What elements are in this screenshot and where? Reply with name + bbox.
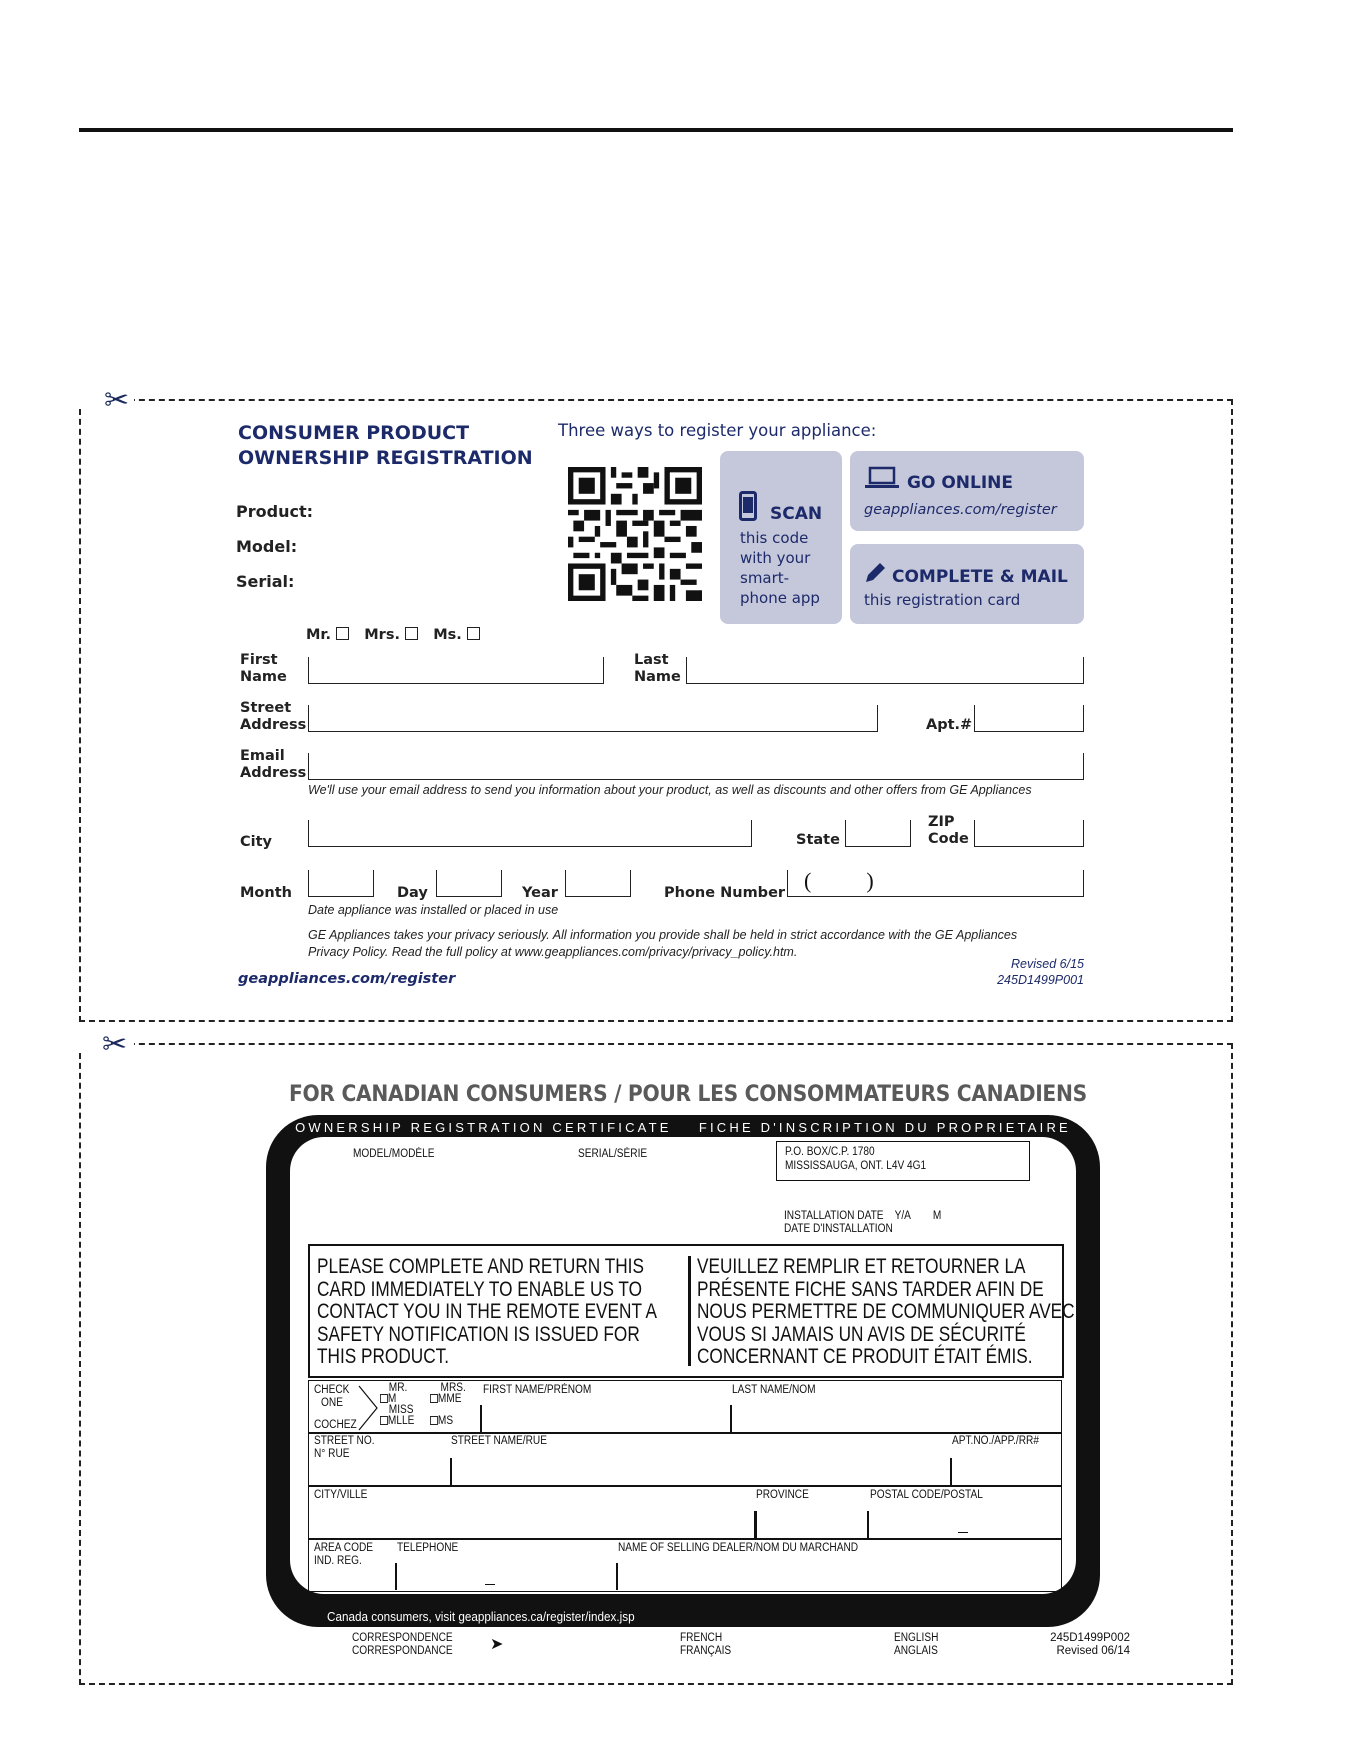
complete-mail-title: COMPLETE & MAIL xyxy=(892,567,1068,587)
laptop-icon xyxy=(865,466,899,490)
privacy-notice: GE Appliances takes your privacy seriously. All information you provide shall be held in strict accordance with the GE Appliances Privacy Policy. Read the full policy at www.geappliances.com/privacy/privacy_policy.htm. xyxy=(308,928,1018,959)
phone-number-field[interactable] xyxy=(787,870,1084,897)
scan-title: SCAN xyxy=(770,504,823,524)
row-divider xyxy=(308,1538,1062,1540)
certificate-band: OWNERSHIP REGISTRATION CERTIFICATE FICHE D'INSCRIPTION DU PROPRIETAIRE xyxy=(295,1120,1071,1135)
pencil-icon xyxy=(864,560,888,584)
model-label: Model: xyxy=(236,537,298,556)
col-divider xyxy=(395,1563,397,1590)
salutation-row xyxy=(306,627,480,644)
phone-number-label: Phone Number xyxy=(664,885,786,901)
po-box-address: P.O. BOX/C.P. 1780 MISSISSAUGA, ONT. L4V 4G1 xyxy=(776,1141,1030,1181)
col-divider xyxy=(616,1563,618,1590)
model-label: MODEL/MODÉLE xyxy=(353,1148,435,1160)
scissors-icon: ✂ xyxy=(102,1028,128,1061)
ms-label: Ms. xyxy=(433,627,462,643)
month-label: Month xyxy=(240,885,292,901)
product-label: Product: xyxy=(236,502,313,521)
scissors-icon: ✂ xyxy=(104,384,130,417)
top-rule xyxy=(79,128,1233,132)
last-name-label: LAST NAME/NOM xyxy=(732,1384,816,1396)
day-field[interactable] xyxy=(436,870,502,897)
complete-mail-panel xyxy=(850,544,1084,624)
scan-text: this code with your smart- phone app xyxy=(740,529,820,607)
mrs-label: Mrs. xyxy=(364,627,400,643)
state-label: State xyxy=(796,832,840,848)
last-name-field[interactable] xyxy=(686,657,1084,684)
row-divider xyxy=(308,1432,1062,1434)
apt-label: Apt.# xyxy=(926,717,973,733)
col-divider xyxy=(480,1405,482,1432)
telephone-tick xyxy=(485,1584,495,1585)
complete-mail-text: this registration card xyxy=(864,591,1021,609)
correspondence-label: CORRESPONDENCE CORRESPONDANCE xyxy=(352,1632,453,1657)
serial-label: SERIAL/SÉRIE xyxy=(578,1148,648,1160)
go-online-panel[interactable] xyxy=(850,451,1084,531)
canadian-consumers-heading: FOR CANADIAN CONSUMERS / POUR LES CONSOMMATEURS CANADIENS xyxy=(289,1081,1087,1107)
apt-field[interactable] xyxy=(974,705,1084,732)
city-field[interactable] xyxy=(308,820,752,847)
col-divider xyxy=(730,1405,732,1432)
scan-panel xyxy=(720,451,842,624)
go-online-url[interactable]: geappliances.com/register xyxy=(864,502,1057,518)
city-label: City xyxy=(240,834,272,850)
check-one-label: CHECK ONE xyxy=(314,1384,350,1409)
installation-date-label: INSTALLATION DATE Y/A M DATE D'INSTALLATION xyxy=(784,1210,942,1235)
email-address-field[interactable] xyxy=(308,753,1084,780)
col-divider xyxy=(450,1458,452,1485)
area-code-label: AREA CODE IND. REG. xyxy=(314,1542,374,1567)
mr-option[interactable]: MR. M MISS MLLE xyxy=(380,1383,414,1427)
qr-code[interactable] xyxy=(568,464,702,604)
canada-register-url[interactable]: Canada consumers, visit geappliances.ca/register/index.jsp xyxy=(327,1609,635,1624)
street-address-label: Street Address xyxy=(240,700,307,733)
first-name-field[interactable] xyxy=(308,657,604,684)
date-note: Date appliance was installed or placed in use xyxy=(308,903,559,917)
area-code-parentheses: ( ) xyxy=(804,868,874,893)
go-online-title: GO ONLINE xyxy=(907,473,1014,493)
smartphone-icon xyxy=(739,491,757,521)
footer-register-url[interactable]: geappliances.com/register xyxy=(238,971,456,987)
street-no-label: STREET NO. N° RUE xyxy=(314,1435,375,1460)
col-divider xyxy=(950,1458,952,1485)
french-option[interactable]: FRENCH FRANÇAIS xyxy=(680,1632,732,1657)
telephone-label: TELEPHONE xyxy=(397,1542,459,1554)
registration-title: CONSUMER PRODUCT OWNERSHIP REGISTRATION xyxy=(238,422,533,469)
first-name-label: FIRST NAME/PRÉNOM xyxy=(483,1384,592,1396)
email-address-label: Email Address xyxy=(240,748,307,781)
mr-label: Mr. xyxy=(306,627,332,643)
postal-tick xyxy=(958,1532,968,1533)
mr-checkbox[interactable] xyxy=(336,627,349,640)
city-label: CITY/VILLE xyxy=(314,1489,368,1501)
first-name-label: First Name xyxy=(240,652,287,685)
month-field[interactable] xyxy=(308,870,374,897)
last-name-label: Last Name xyxy=(634,652,681,685)
mrs-option[interactable]: MRS. MME MS xyxy=(430,1383,466,1427)
year-label: Year xyxy=(522,885,558,901)
apt-no-label: APT.NO./APP./RR# xyxy=(952,1435,1039,1447)
arrow-icon: ➤ xyxy=(490,1636,504,1653)
province-label: PROVINCE xyxy=(756,1489,809,1501)
col-divider xyxy=(754,1511,757,1538)
zip-code-label: ZIP Code xyxy=(928,814,969,847)
ms-checkbox[interactable] xyxy=(467,627,480,640)
state-field[interactable] xyxy=(845,820,911,847)
street-name-label: STREET NAME/RUE xyxy=(451,1435,547,1447)
revision-block: Revised 6/15 245D1499P001 xyxy=(997,957,1084,987)
notice-french: VEUILLEZ REMPLIR ET RETOURNER LA PRÉSENTE FICHE SANS TARDER AFIN DE NOUS PERMETTRE DE COMMUNIQUER AVEC VOUS SI JAMAIS UN AVIS DE SÉCURITÉ CONCERNANT CE PRODUIT ÉTAIT ÉMIS. xyxy=(697,1255,1075,1368)
year-field[interactable] xyxy=(565,870,631,897)
bracket-chevron-icon xyxy=(357,1384,379,1432)
notice-divider xyxy=(688,1256,691,1366)
mrs-checkbox[interactable] xyxy=(405,627,418,640)
col-divider xyxy=(867,1511,869,1538)
cochez-label: COCHEZ xyxy=(314,1419,357,1431)
selling-dealer-label: NAME OF SELLING DEALER/NOM DU MARCHAND xyxy=(618,1542,859,1554)
english-option[interactable]: ENGLISH ANGLAIS xyxy=(894,1632,939,1657)
serial-label: Serial: xyxy=(236,572,295,591)
postal-code-label: POSTAL CODE/POSTAL xyxy=(870,1489,983,1501)
three-ways-heading: Three ways to register your appliance: xyxy=(558,421,877,440)
email-note: We'll use your email address to send you information about your product, as well as discounts and other offers from GE Appliances xyxy=(308,783,1032,797)
zip-code-field[interactable] xyxy=(974,820,1084,847)
notice-english: PLEASE COMPLETE AND RETURN THIS CARD IMMEDIATELY TO ENABLE US TO CONTACT YOU IN THE REMOTE EVENT A SAFETY NOTIFICATION IS ISSUED FOR THIS PRODUCT. xyxy=(317,1255,658,1368)
canada-code-block: 245D1499P002 Revised 06/14 xyxy=(1050,1632,1130,1657)
day-label: Day xyxy=(397,885,428,901)
row-divider xyxy=(308,1485,1062,1487)
street-address-field[interactable] xyxy=(308,705,878,732)
